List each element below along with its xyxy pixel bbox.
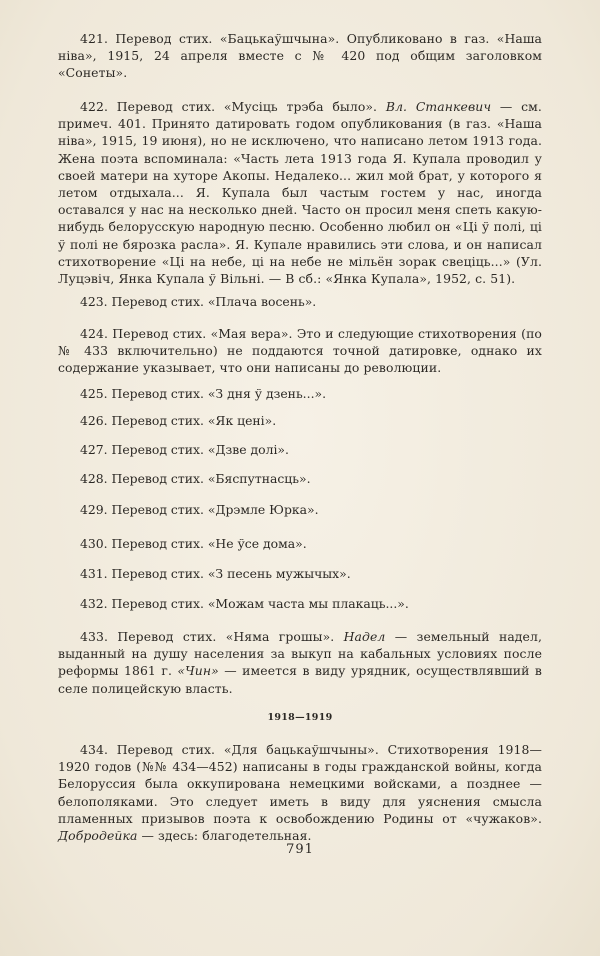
note-433-prefix: 433. Перевод стих. «Няма грошы».	[80, 629, 335, 644]
note-433-text: — имеется в виду урядник, осуществлявший в селе полицейскую власть.	[58, 663, 542, 696]
note-433-term-chin: «Чин»	[177, 663, 219, 679]
section-heading: 1918—1919	[267, 712, 333, 723]
note-424: 424. Перевод стих. «Мая вера». Это и следующие стихотворения (по № 433 включительно) не поддаются точной датировке, однако их содержание указывает, что они написаны до революции.	[58, 326, 542, 376]
note-425: 425. Перевод стих. «З дня ў дзень...».	[80, 386, 327, 401]
note-430: 430. Перевод стих. «Не ўсе дома».	[80, 536, 307, 551]
note-429: 429. Перевод стих. «Дрэмле Юрка».	[80, 502, 319, 517]
note-422-prefix: 422. Перевод стих. «Мусіць трэба было».	[80, 99, 378, 114]
note-423: 423. Перевод стих. «Плача восень».	[80, 294, 317, 309]
note-432: 432. Перевод стих. «Можам часта мы плакаць...».	[80, 596, 409, 611]
note-431: 431. Перевод стих. «З песень мужычых».	[80, 566, 351, 581]
note-433-mid: — земельный надел, выданный на душу населения за выкуп на кабальных условиях после реформы 1861 г.	[58, 629, 542, 679]
note-433-term-nadel: Надел	[343, 629, 386, 644]
note-422	[58, 98, 542, 287]
note-421: 421. Перевод стих. «Бацькаўшчына». Опубликовано в газ. «Наша ніва», 1915, 24 апреля вместе с № 420 под общим заголовком «Сонеты».	[58, 31, 542, 81]
note-434-rest: — здесь: благодетельная.	[141, 828, 312, 844]
note-426: 426. Перевод стих. «Як цені».	[80, 413, 277, 428]
note-422-text: — см. примеч. 401. Принято датировать годом опубликования (в газ. «Наша ніва», 1915, 19 июня), но не исключено, что написано летом 1913 года. Жена поэта вспоминала: «Часть лета 1913 года Я. Купала проводил у своей матери на хуторе Акопы. Недалеко... жил мой брат, у которого я летом отдыхала... Я. Купала был частым гостем у нас, иногда оставался у нас на несколько дней. Часто он просил меня спеть какую-нибудь белорусскую народную песню. Особенно любил он «Ці ў полі, ці ў полі не бярозка расла». Я. Купале нравились эти слова, и он написал стихотворение «Ці на небе, ці на небе не мільён зорак свеціць...» (Ул. Луцэвіч, Янка Купала ў Вільні. — В сб.: «Янка Купала», 1952, с. 51).	[58, 99, 542, 287]
note-433	[58, 628, 542, 697]
note-434-text: 434. Перевод стих. «Для бацькаўшчыны». Стихотворения 1918—1920 годов (№№ 434—452) написаны в годы гражданской войны, когда Белоруссия была оккупирована немецкими войсками, а позднее — белополяками. Это следует иметь в виду для уяснения смысла пламенных призывов поэта к освобождению Родины от «чужаков».	[58, 742, 542, 826]
note-434	[58, 741, 542, 844]
note-422-author: Вл. Станкевич	[385, 99, 492, 114]
note-434-term: Добродейка	[58, 828, 138, 844]
page-number: 791	[286, 842, 314, 857]
note-427: 427. Перевод стих. «Дзве долі».	[80, 442, 289, 457]
note-428: 428. Перевод стих. «Бяспутнасць».	[80, 471, 311, 486]
